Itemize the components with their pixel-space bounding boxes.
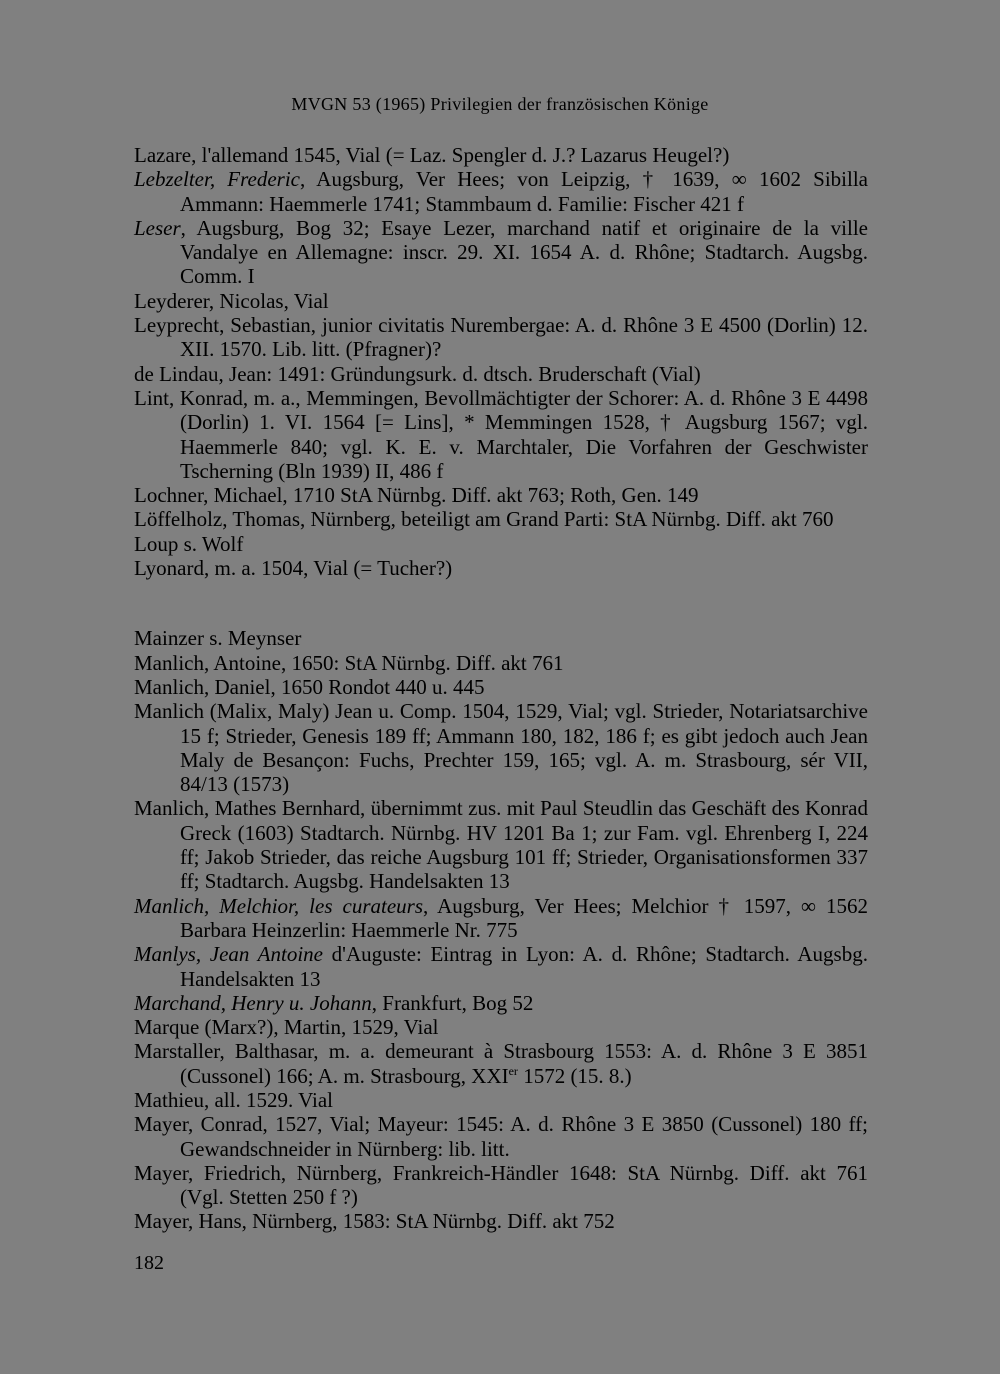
entry-text: Mainzer s. Meynser [134,626,302,651]
register-entry [134,1015,868,1039]
entry-text: Leyprecht, Sebastian, junior civitatis Nurembergae: A. d. Rhône 3 E 4500 (Dorlin) 12. XII. 1570. Lib. litt. (Pfragner)? [134,313,868,362]
entry-name-italic: Manlys, Jean Antoine [134,942,323,967]
entry-text: Mayer, Conrad, 1527, Vial; Mayeur: 1545: A. d. Rhône 3 E 3850 (Cussonel) 180 ff; Gewandschneider in Nürnberg: lib. litt. [134,1112,868,1161]
entry-text: Mayer, Hans, Nürnberg, 1583: StA Nürnbg. Diff. akt 752 [134,1209,615,1234]
register-entry [134,991,868,1015]
register-entry [134,143,868,167]
register-entry [134,1088,868,1112]
entry-text: Manlich, Daniel, 1650 Rondot 440 u. 445 [134,674,485,699]
entry-text: Löffelholz, Thomas, Nürnberg, beteiligt am Grand Parti: StA Nürnbg. Diff. akt 760 [134,507,834,532]
register-entry [134,216,868,289]
register-entry [134,796,868,893]
register-entry [134,167,868,216]
register-entry [134,1112,868,1161]
entry-name-italic: Leser [134,215,181,240]
entry-text: Manlich, Mathes Bernhard, übernimmt zus. mit Paul Steudlin das Geschäft des Konrad Greck (1603) Stadtarch. Nürnbg. HV 1201 Ba 1; zur Fam. vgl. Ehrenberg I, 224 ff; Jakob Strieder, das reiche Augsburg 101 ff; Strieder, Organisationsformen 337 ff; Stadtarch. Augsbg. Handelsakten 13 [134,796,868,894]
entry-text-tail: 1572 (15. 8.) [517,1063,632,1088]
register-entry [134,313,868,362]
entry-text: Marque (Marx?), Martin, 1529, Vial [134,1015,439,1040]
entry-text: , Frankfurt, Bog 52 [371,990,534,1015]
entry-text: Mayer, Friedrich, Nürnberg, Frankreich-Händler 1648: StA Nürnbg. Diff. akt 761 (Vgl. Stetten 250 f ?) [134,1160,868,1210]
register-entry [134,699,868,796]
register-entries [134,143,868,1234]
register-entry [134,1039,868,1088]
running-header: MVGN 53 (1965) Privilegien der französischen Könige [291,94,709,114]
entry-text: Lyonard, m. a. 1504, Vial (= Tucher?) [134,556,453,581]
entry-name-italic: Marchand, Henry u. Johann [134,990,372,1015]
entry-text: Manlich (Malix, Maly) Jean u. Comp. 1504, 1529, Vial; vgl. Strieder, Notariatsarchive 15 f; Strieder, Genesis 189 ff; Ammann 180, 182, 186 f; es gibt jedoch auch Jean Maly de Besançon: Fuchs, Prechter 159, 165; vgl. A. m. Strasbourg, sér VII, 84/13 (1573) [134,699,868,797]
entry-text: , Augsburg, Ver Hees; Melchior † 1597, ∞ 1562 Barbara Heinzerlin: Haemmerle Nr. 775 [180,893,869,942]
register-entry [134,507,868,531]
entry-text: Loup s. Wolf [134,531,244,556]
register-entry [134,1161,868,1210]
register-entry [134,894,868,943]
register-entry [134,362,868,386]
entry-text: Lint, Konrad, m. a., Memmingen, Bevollmächtigter der Schorer: A. d. Rhône 3 E 4498 (Dorlin) 1. VI. 1564 [= Lins], * Memmingen 1528, † Augsburg 1567; vgl. Haemmerle 840; vgl. K. E. v. Marchtaler, Die Vorfahren der Geschwister Tscherning (Bln 1939) II, 486 f [134,385,868,483]
register-entry [134,386,868,483]
entry-text: Mathieu, all. 1529. Vial [134,1087,333,1112]
entry-text: , Augsburg, Bog 32; Esaye Lezer, marchand natif et originaire de la ville Vandalye en Allemagne: inscr. 29. XI. 1654 A. d. Rhône; Stadtarch. Augsbg. Comm. I [180,215,868,289]
register-entry [134,532,868,556]
entry-text: , Augsburg, Ver Hees; von Leipzig, † 1639, ∞ 1602 Sibilla Ammann: Haemmerle 1741; Stammbaum d. Familie: Fischer 421 f [180,167,868,216]
entry-text: Lazare, l'allemand 1545, Vial (= Laz. Spengler d. J.? Lazarus Heugel?) [134,143,730,167]
register-entry [134,289,868,313]
entry-text: d'Auguste: Eintrag in Lyon: A. d. Rhône; Stadtarch. Augsbg. Handelsakten 13 [180,942,868,991]
entry-text: Lochner, Michael, 1710 StA Nürnbg. Diff. akt 763; Roth, Gen. 149 [134,483,699,508]
entry-text: de Lindau, Jean: 1491: Gründungsurk. d. dtsch. Bruderschaft (Vial) [134,361,701,386]
entry-text: Leyderer, Nicolas, Vial [134,288,329,313]
register-entry [134,483,868,507]
register-entry [134,626,868,650]
entry-superscript: er [508,1063,518,1078]
register-entry [134,675,868,699]
section-gap [134,580,868,626]
register-entry [134,556,868,580]
register-entry [134,942,868,991]
entry-text: Manlich, Antoine, 1650: StA Nürnbg. Diff. akt 761 [134,650,564,675]
page-number: 182 [134,1252,164,1274]
entry-text: Marstaller, Balthasar, m. a. demeurant à Strasbourg 1553: A. d. Rhône 3 E 3851 (Cussonel) 166; A. m. Strasbourg, XXI [134,1039,868,1088]
register-entry [134,651,868,675]
entry-name-italic: Manlich, Melchior, les curateurs [134,893,424,918]
register-entry [134,1209,868,1233]
entry-name-italic: Lebzelter, Frederic [134,167,300,192]
